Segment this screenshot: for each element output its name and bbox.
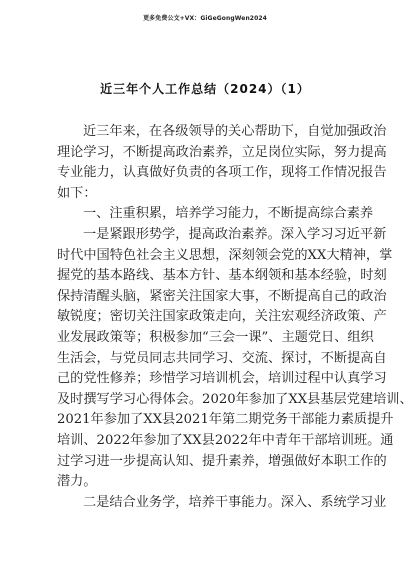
paragraph-line: 生活会，与党员同志共同学习、交流、探讨，不断提高自 [57, 350, 387, 366]
paragraph-line: 及时撰写学习心得体会。2020年参加了XX县基层党建培训、 [57, 391, 413, 407]
paragraph-line: 保持清醒头脑，紧密关注国家大事，不断提高自己的政治 [57, 288, 387, 304]
paragraph-line: 敏锐度；密切关注国家政策走向，关注宏观经济政策、产 [57, 309, 387, 325]
paragraph-line: 一是紧跟形势学，提高政治素养。深入学习习近平新 [83, 226, 387, 242]
document-title: 近三年个人工作总结（2024）（1） [100, 82, 310, 96]
paragraph-line: 时代中国特色社会主义思想，深刻领会党的XX大精神，掌 [57, 247, 393, 263]
paragraph-line: 二是结合业务学，培养干事能力。深入、系统学习业 [83, 494, 387, 510]
section-heading: 一、注重积累，培养学习能力，不断提高综合素养 [83, 206, 374, 222]
paragraph-line: 握党的基本路线、基本方针、基本纲领和基本经验，时刻 [57, 268, 387, 284]
paragraph-line: 理论学习，不断提高政治素养，立足岗位实际，努力提高 [57, 144, 387, 160]
paragraph-line: 业发展政策等；积极参加“三会一课”、主题党日、组织 [57, 329, 374, 345]
paragraph-line: 如下： [57, 185, 97, 201]
document-body [57, 122, 413, 513]
header-promo-text: 更多免费公文+VX：GiGeGongWen2024 [143, 15, 267, 22]
paragraph-line: 培训、2022年参加了XX县2022年中青年干部培训班。通 [57, 432, 394, 448]
paragraph-line: 近三年来，在各级领导的关心帮助下，自觉加强政治 [83, 124, 387, 139]
paragraph-line: 过学习进一步提高认知、提升素养，增强做好本职工作的 [57, 453, 387, 469]
paragraph-line: 2021年参加了XX县2021年第二期党务干部能力素质提升 [57, 412, 394, 428]
paragraph-line: 潜力。 [57, 474, 97, 490]
paragraph-line: 己的党性修养；珍惜学习培训机会，培训过程中认真学习 [57, 371, 387, 387]
paragraph-line: 专业能力，认真做好负责的各项工作，现将工作情况报告 [57, 165, 387, 181]
